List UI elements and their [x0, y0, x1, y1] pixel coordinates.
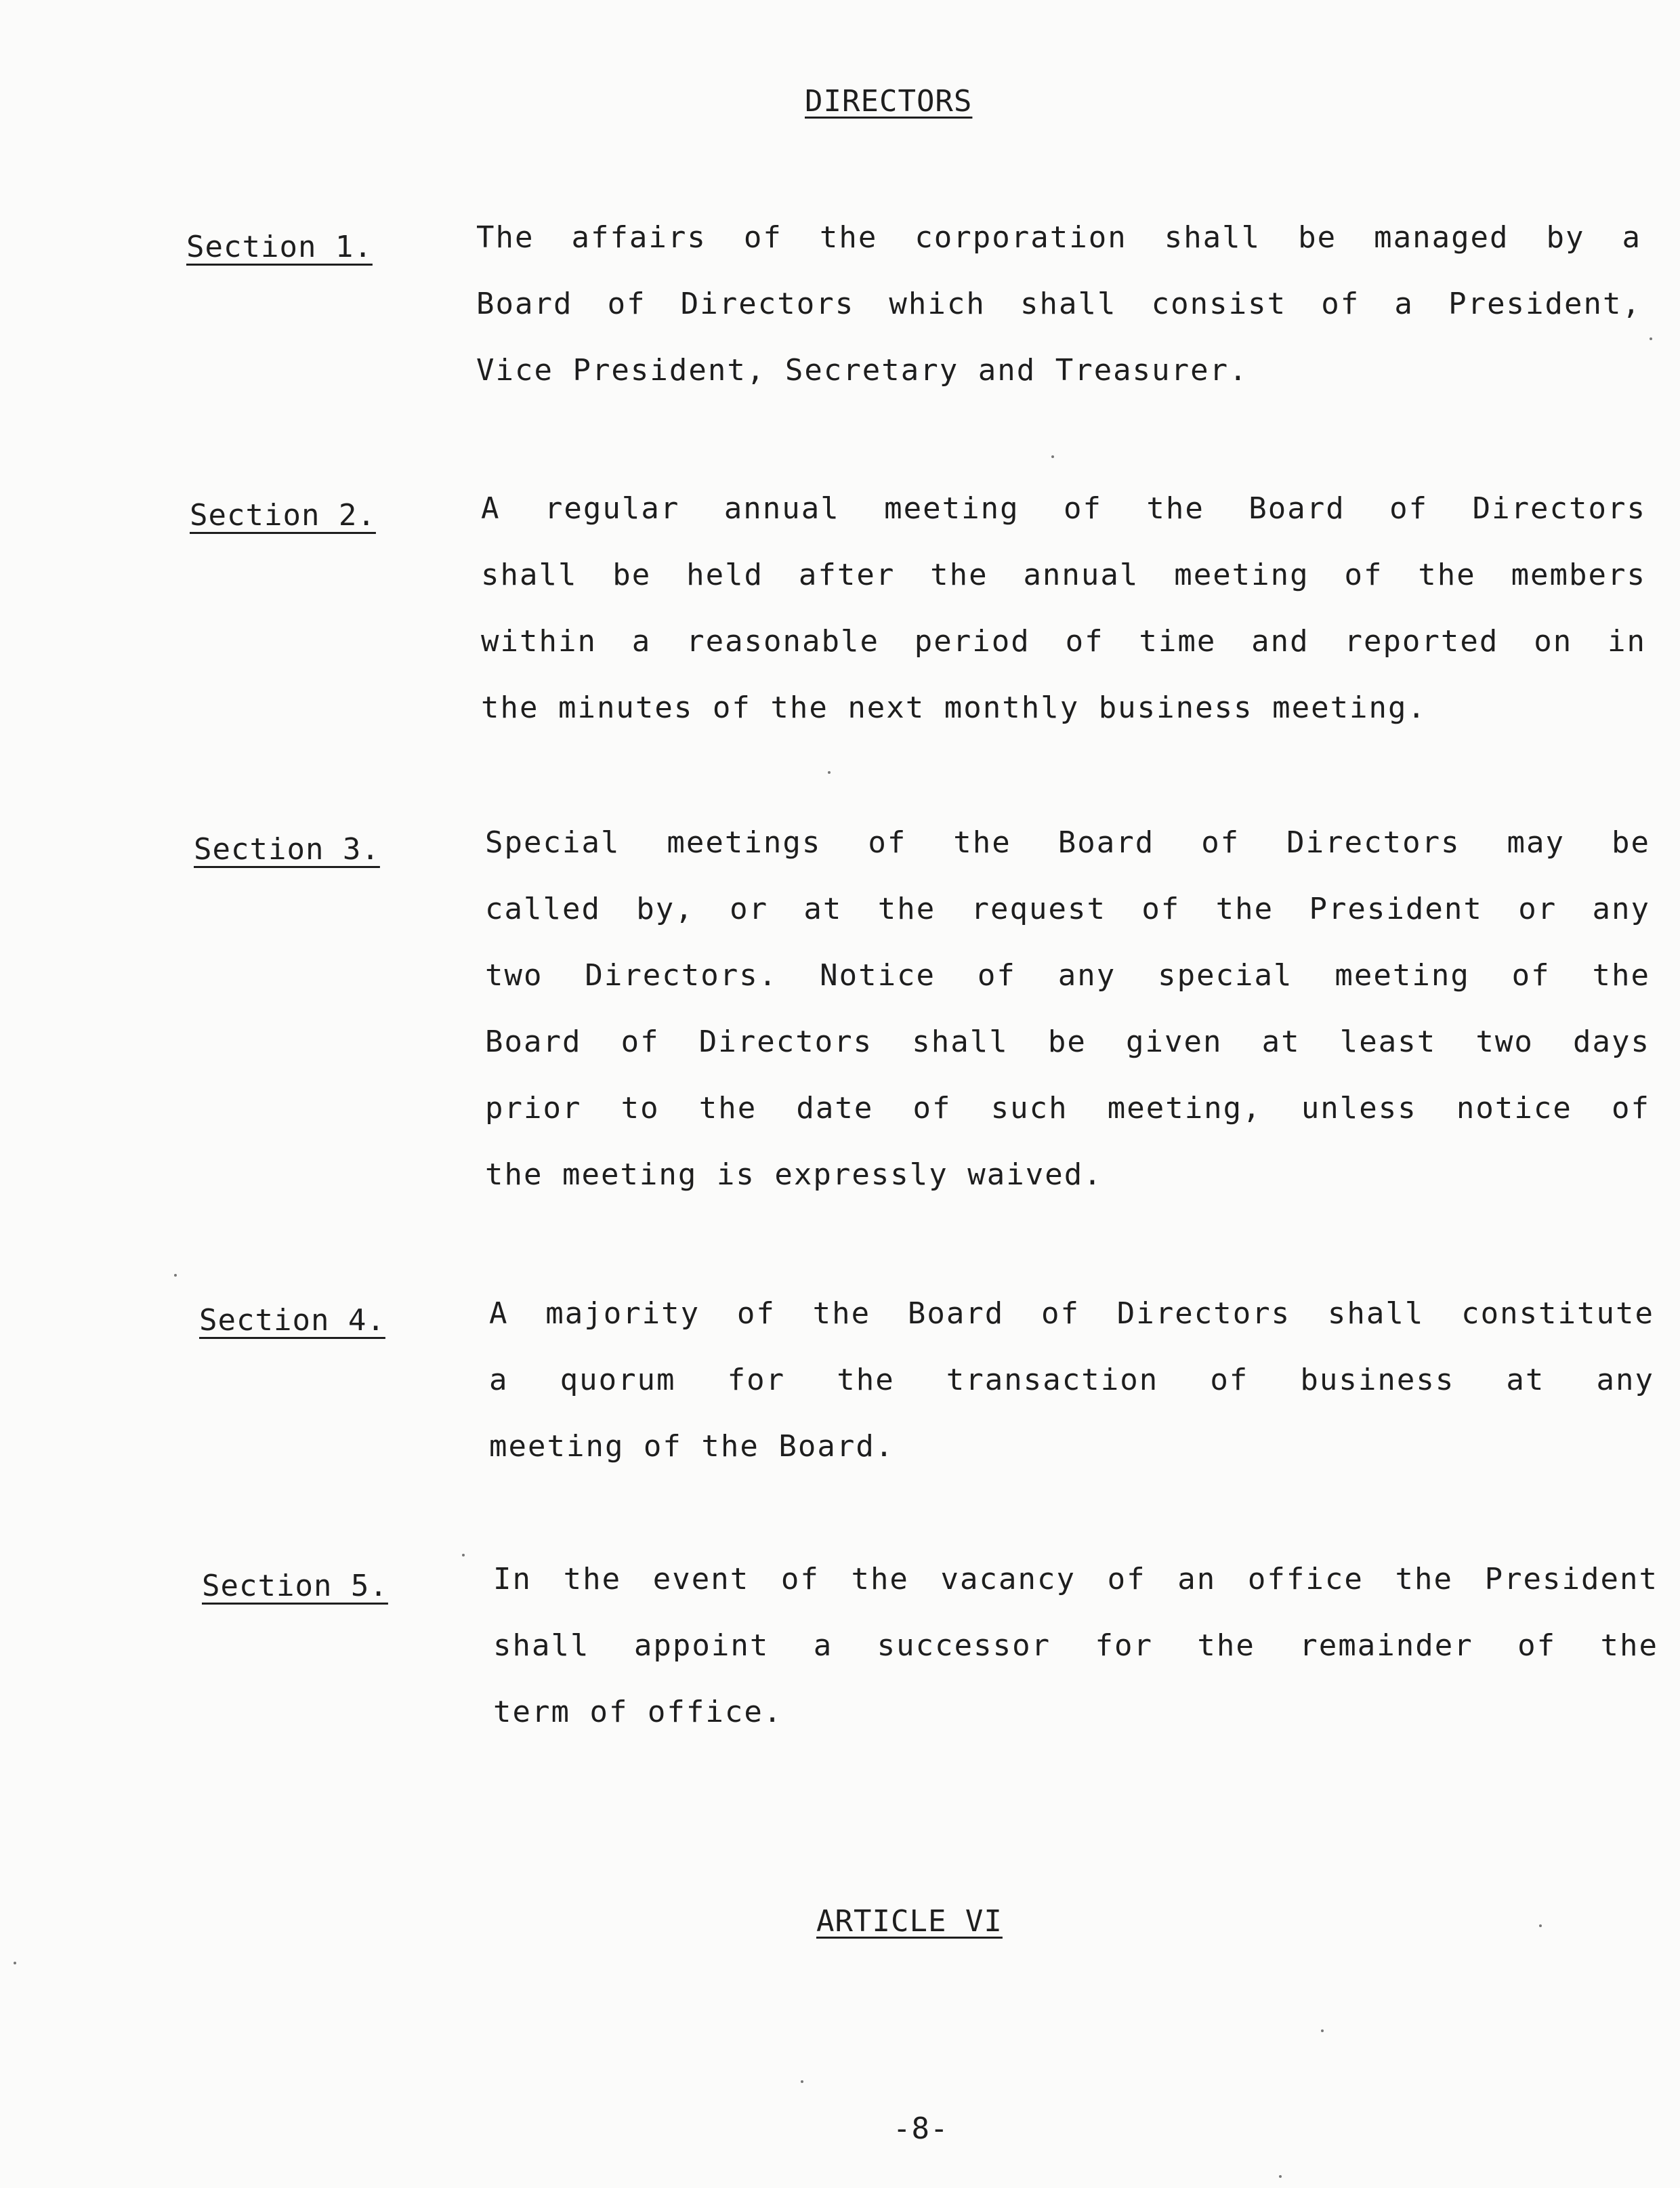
- body-line: meeting of the Board.: [489, 1429, 895, 1464]
- section-label: Section 3.: [194, 832, 380, 867]
- body-line: In the event of the vacancy of an office the President: [493, 1562, 1658, 1596]
- scan-speck: [828, 771, 831, 774]
- section-label: Section 1.: [186, 230, 373, 264]
- section-body: [489, 1296, 1654, 1495]
- scan-speck: [174, 1274, 177, 1277]
- body-line: two Directors. Notice of any special meeting of the: [485, 958, 1650, 993]
- scan-speck: [14, 1962, 16, 1964]
- section-body: [485, 825, 1650, 1224]
- body-line: Special meetings of the Board of Directors may be: [485, 825, 1650, 860]
- body-line: term of office.: [493, 1695, 783, 1729]
- body-line: Board of Directors which shall consist of a President,: [476, 287, 1641, 321]
- scan-speck: [1279, 2175, 1282, 2178]
- section-body: [493, 1562, 1658, 1761]
- body-line: a quorum for the transaction of business at any: [489, 1363, 1654, 1397]
- section-label: Section 4.: [199, 1303, 385, 1338]
- body-line: the minutes of the next monthly business meeting.: [481, 690, 1427, 725]
- article-heading: ARTICLE VI: [816, 1904, 1003, 1939]
- scan-speck: [1650, 337, 1652, 340]
- body-line: A regular annual meeting of the Board of Directors: [481, 491, 1646, 526]
- body-line: Board of Directors shall be given at least two days: [485, 1025, 1650, 1059]
- scan-speck: [801, 2080, 803, 2083]
- scan-speck: [1051, 455, 1054, 458]
- section-body: [476, 220, 1641, 419]
- scan-speck: [1539, 1924, 1542, 1927]
- page-number: -8-: [893, 2111, 949, 2146]
- body-line: prior to the date of such meeting, unless notice of: [485, 1091, 1650, 1126]
- scan-speck: [462, 1554, 465, 1556]
- body-line: Vice President, Secretary and Treasurer.: [476, 353, 1248, 388]
- section-label: Section 5.: [202, 1569, 388, 1603]
- body-line: the meeting is expressly waived.: [485, 1157, 1103, 1192]
- page-title: DIRECTORS: [805, 84, 973, 119]
- scan-speck: [1321, 2029, 1324, 2032]
- body-line: shall be held after the annual meeting of the members: [481, 558, 1646, 592]
- body-line: A majority of the Board of Directors shall constitute: [489, 1296, 1654, 1331]
- body-line: called by, or at the request of the President or any: [485, 892, 1650, 926]
- body-line: The affairs of the corporation shall be managed by a: [476, 220, 1641, 255]
- body-line: within a reasonable period of time and reported on in: [481, 624, 1646, 659]
- section-label: Section 2.: [190, 498, 376, 533]
- section-body: [481, 491, 1646, 757]
- body-line: shall appoint a successor for the remainder of the: [493, 1628, 1658, 1663]
